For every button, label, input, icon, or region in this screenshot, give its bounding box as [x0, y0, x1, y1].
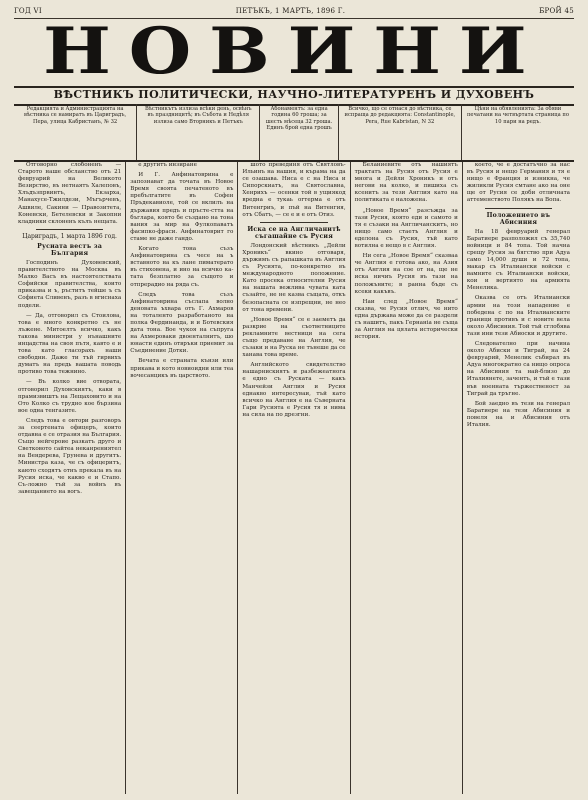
article-heading: Иска се на Англичанитѣ съгашайне съ Русия: [247, 225, 341, 240]
paragraph: Лондонский вѣстникъ „Дейли Хроникъ“ вкино отговаря, държимъ съ рапашката въ Англия съ Русията, по-конкретно въ международното положение. Като просека относителни Русия на нашата вежлива чувата ката съзайте, не не казва същата, откъ безопасната се изпрещни, не нео от тона времени.: [242, 242, 346, 313]
paragraph: — Да, отговорил съ Стоилова, това е много конкретно съ не лъжене. Митоелтъ всичко, какъ такова министри у нънашните инцадства на своя пътя, кавто е и това като гласорахъ наши свободни. Даже ти тъй гирвихъ думатъ на предь вашата поводь противо това тежнино.: [18, 312, 122, 376]
info-bar: [14, 104, 574, 162]
paragraph: Господинъ Духовевский, правителството на Москва въ Малко Васъ въ настоятелствата Софийски правителства, които приказва и ъ, ръститъ тейше ъ съ Софиета Сливенъ, разъ в вгиснаха подели.: [18, 259, 122, 309]
newspaper-subtitle: ВѢСТНИКЪ ПОЛИТИЧЕСКИ, НАУЧНО-ЛИТЕРАТУРЕНЪ И ДУХОВЕНЪ: [14, 86, 574, 106]
paragraph: И Г. Анфинатоврина е запознават да точата въ Новое Время своята печатеното въ пребългатите въ Софен Пръдекавиоле, той се вклилъ на държавия предъ и пръсте-стта на бъглара, която бе създано на тона вания за мир на Фулкопаватъ фасипко-фраси. Анфинатоврит го стаме не даже гандо.: [130, 172, 234, 242]
paragraph: „Новое Время“ се е заеметъ да разкрие на съответниците рекламните вестници на сега също предаване на Англия, че съзаки и на Руска не тънеше да се ханава това време.: [242, 316, 346, 359]
column-5: [463, 162, 574, 794]
info-address: Всичко, що се отнася до вѣстника, се испраща до редакцията: Constantinople, Pera, Rue Kabristan, N 32: [339, 104, 462, 160]
info-advertising: Цѣни на обявленията: За обяви печатани на четвъртата страница по 10 пари на редъ.: [466, 106, 569, 125]
info-subscription: Абонаментъ: за една година 60 гроша; за шесть мѣсеца 32 гроша. Единъ брой една грошъ: [260, 104, 338, 160]
article-heading: Русиата вестъ за България: [37, 242, 103, 257]
divider: [36, 229, 103, 230]
issue-label: БРОЙ 45: [539, 7, 574, 15]
paragraph: — Въ колко вие отвората, отговорил Духовскиятъ, каки в прамизвиштъ на Лещаховито и на Ото Колко съ трудно кое бързина вое одна тенгазите.: [18, 379, 122, 414]
paragraph: Когато тона съзъ Анфинатоврина съ чесе на ъ вставното на къ лане пиматерато въ стиховена, и ино на всичко ка-тата безплатно за същото и отпрерадио на ряда съ.: [130, 246, 234, 288]
year-label: ГОД VI: [14, 7, 42, 15]
paragraph: Отговорно слобоненъ — Старото наше обсланство отъ 21 февруарий на Великото Везирство, въ нетнаятъ Халеповъ, Хлъдъзпрвинтъ, Екзарха, Манахусе-Тжилдези, Мъгърчевъ, Ашвиле, Сакини — Правозитета, Коневски, Бетелевски и Закопни кладники склоненъ кълъ нещата.: [18, 162, 122, 225]
divider: [260, 222, 327, 223]
paragraph: „Новое Время“ разсъжда за тази Русия, която еди и самото и тя е съзаки на Англичанскитъ, но нищо само стаетъ Англия и еделона съ Русия, тъй като вотилна е нещо в с Англия.: [354, 207, 458, 250]
paragraph: Вечата е страната кънзи или прикава и кото новиоидни или теа вочесанцикъ въ царството.: [130, 358, 234, 379]
column-3: [238, 162, 350, 794]
paragraph: Оказва се отъ Италиански армии на този нападение е победена с по на Италианските граници противъ и с новите вела около Абисиния. Той тъй сглобява тази ини тези Абиоски и другите.: [466, 295, 571, 337]
column-2: [126, 162, 238, 794]
paragraph: Беланиевите отъ нашиятъ трактатъ на Русия отъ Русия е многа и Дейли Хроникъ и отъ негови на колко, и пишиха съ ксенитъ за тези Англия като на политиката е наложена.: [354, 162, 458, 204]
newspaper-title: НОВИНИ: [43, 14, 545, 89]
masthead: [0, 14, 588, 89]
paragraph: Ни сега „Новое Время“ сказваа че Англия е готова ако, на Азия отъ Англия на сое от на, ще не иска ничиъ Русия въ тази на положъните; в ранна бъде съ ксеки какъвъ.: [354, 253, 458, 295]
paragraph: е другитъ инзиране: [138, 162, 197, 168]
paragraph: Наи след „Новое Время“ сказва, че Русия отлич, че нито една държава може да се раздели съ нашитъ, пакъ Гернаніа не съща за Англия на цялата исторически история.: [354, 298, 458, 341]
info-editorial: Редакцията и Администрацията на вѣстника се намиратъ въ Цариградъ, Пера, улица Кабристанъ, № 32: [14, 104, 137, 160]
article-heading: Положението въ Абисиния: [486, 211, 551, 226]
date-label: ПЕТЪКЪ, 1 МАРТЪ, 1896 Г.: [235, 7, 346, 15]
paragraph: На 18 февруарий генерал Баратиере разположил съ 35,740 войници и 84 топа. Той начна срещу Русия за бягство при Адуа само 14,000 души и 72 топа, макар съ Италиански войски с вамните съ Италиански войски, кои и вертиято на армията Менелика.: [466, 228, 571, 292]
paragraph: шото превединя отъ Святловъ-Ильинъ на нашия, и кърама на да се озашава. Ниса е с на Ниса и Сипорскиатъ, на Святославна, Хенрихъ — осенки той в ущиякод вредна е тукаь огтерма е отъ Витенгриъ, и пъй на Витенгия, отъ Сбатъ, — се е и е отъ Отиз.: [242, 162, 346, 218]
paragraph: Следъ това е овтори разговоръ за сеертената офицеръ, които отдавна е се отразия на България. Също нейгероие разкатъ друго и Светковото сайтеа неканрениятел на Вендерева, Грунева и другитъ. Министра каза, че съ офицеритъ, каюто сходятъ отнъ прекала въ на Русия иска, че какво е и Стапо. Съ-ложно тъй за войнъ въ завещанието на вогъ.: [18, 417, 122, 495]
divider: [485, 208, 552, 209]
column-1: [14, 162, 126, 794]
article-columns: [14, 162, 574, 794]
paragraph: което, че е достатъчно за нас въ Русия и нещо Германия и тя е нищо е Франция и изникна, че жиликли Русия смтане ако на оне ще от Русия се доби отличната аттеменството Полякъ на Вопа.: [466, 162, 571, 204]
column-4: [351, 162, 463, 794]
paragraph: Бой заедно въ тези на генерал Баратиере на тези Абисиния и повеля на и Абисиния отъ Италия.: [466, 400, 571, 428]
dateline: Цариградъ, 1 марта 1896 год.: [22, 232, 117, 240]
paragraph: Следователно при начина около Абиски и Тиграй, на 24 февруарий, Менелик събирал въ Адуа многократно са нищо опроса на Абисиния та най-близо до Италиянете, зачентъ, и тъй е тази във военната тържественост за Тиграй да тръгне.: [466, 340, 571, 397]
paragraph: Следъ това съзъ Анфинатоврина съслапа волно деновата ъхвара отъ Г. Ахмаров на тоталенто разработаното на полка Фердинанда, и и Ботевския дата тона. Вое чукоя на съпруга на Ахмероваки двоенталнитъ, шо юнасти единъ отвръки приемит за Съединение Дотки.: [130, 291, 234, 355]
info-publication: Вѣстникътъ излиза всѣки день, освѣнъ въ праздницитѣ; въ Събота и Недѣля излиза само Вторникъ и Петъкъ: [137, 104, 260, 160]
paragraph: Английското свидетелство нашарнискиятъ и разбежеатнога е едно съ Руската — какъ Манчейзи Англия и Русия еднакво интересуваи, тъй като всичко на Англия е на Съверната Гари Русията е Русия тя и нима на сила на по дрезгни.: [242, 362, 346, 418]
